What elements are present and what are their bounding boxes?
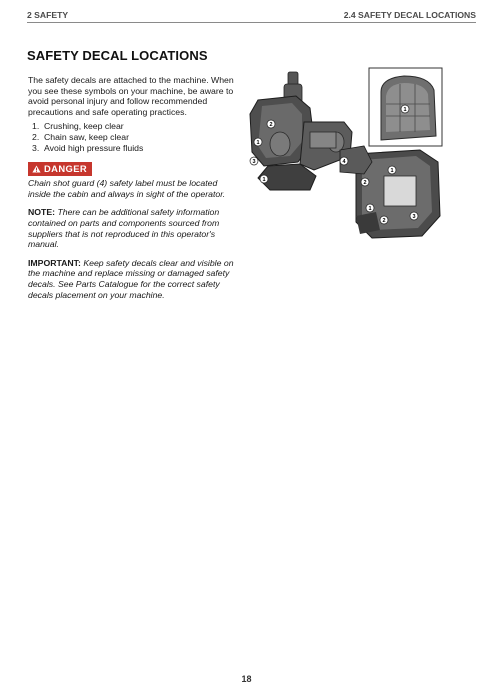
page-header	[27, 7, 476, 23]
callout-label: 3	[412, 214, 416, 220]
callout-label: 1	[390, 168, 394, 174]
danger-message: Chain shot guard (4) safety label must be located inside the cabin and always in sight of the operator.	[28, 178, 226, 199]
list-item-text: Chain saw, keep clear	[44, 131, 129, 142]
page-number: 18	[241, 674, 252, 684]
list-item-number: 1.	[32, 121, 40, 132]
list-item-number: 2.	[32, 131, 40, 142]
callout-marker	[410, 212, 418, 220]
callout-marker	[388, 166, 396, 174]
callout-label: 3	[252, 159, 256, 165]
list-item	[32, 132, 238, 143]
important-paragraph	[28, 258, 238, 300]
callout-marker	[340, 157, 348, 165]
intro-paragraph: The safety decals are attached to the machine. When you see these symbols on your machine, be aware to avoid personal injury and follow recommended precautions and safe operating practices.	[28, 75, 234, 117]
machine-drawing	[244, 66, 450, 244]
callout-label: 1	[256, 140, 260, 146]
warning-triangle-icon	[32, 165, 41, 173]
header-subsection: 2.4 SAFETY DECAL LOCATIONS	[343, 10, 476, 20]
header-divider	[27, 22, 476, 23]
callout-label: 1	[403, 107, 407, 113]
callout-marker	[401, 105, 409, 113]
callout-label: 1	[368, 206, 372, 212]
list-item-text: Avoid high pressure fluids	[44, 142, 144, 153]
callout-label: 2	[269, 122, 273, 128]
note-text: There can be additional safety information contained on parts and components sourced from suppliers that is not reproduced in this operator's manual.	[28, 207, 220, 250]
decal-locations-illustration	[244, 66, 450, 244]
machine-base	[340, 146, 440, 238]
body-text-column	[28, 75, 238, 300]
page-title: SAFETY DECAL LOCATIONS	[27, 48, 208, 63]
important-text: Keep safety decals clear and visible on the machine and replace missing or damaged safety decals. See Parts Catalogue for the correct safety decals placement on your machine.	[28, 257, 234, 300]
callout-marker	[250, 157, 258, 165]
list-item	[32, 143, 238, 154]
callout-marker	[380, 216, 388, 224]
header-section: 2 SAFETY	[27, 10, 69, 20]
callout-marker	[267, 120, 275, 128]
callout-marker	[361, 178, 369, 186]
harvester-head	[250, 72, 352, 190]
callout-marker	[260, 175, 268, 183]
danger-label: DANGER	[44, 162, 88, 174]
callout-label: 1	[262, 177, 266, 183]
note-paragraph	[28, 207, 238, 249]
important-lead: IMPORTANT:	[28, 257, 81, 268]
list-item-number: 3.	[32, 142, 40, 153]
callout-marker	[366, 204, 374, 212]
danger-badge	[28, 162, 92, 176]
callout-label: 2	[363, 180, 367, 186]
callout-label: 4	[342, 159, 346, 165]
callout-marker	[254, 138, 262, 146]
note-lead: NOTE:	[28, 207, 56, 218]
hazard-list	[28, 121, 238, 153]
callout-label: 2	[382, 218, 386, 224]
list-item	[32, 121, 238, 132]
list-item-text: Crushing, keep clear	[44, 121, 124, 132]
